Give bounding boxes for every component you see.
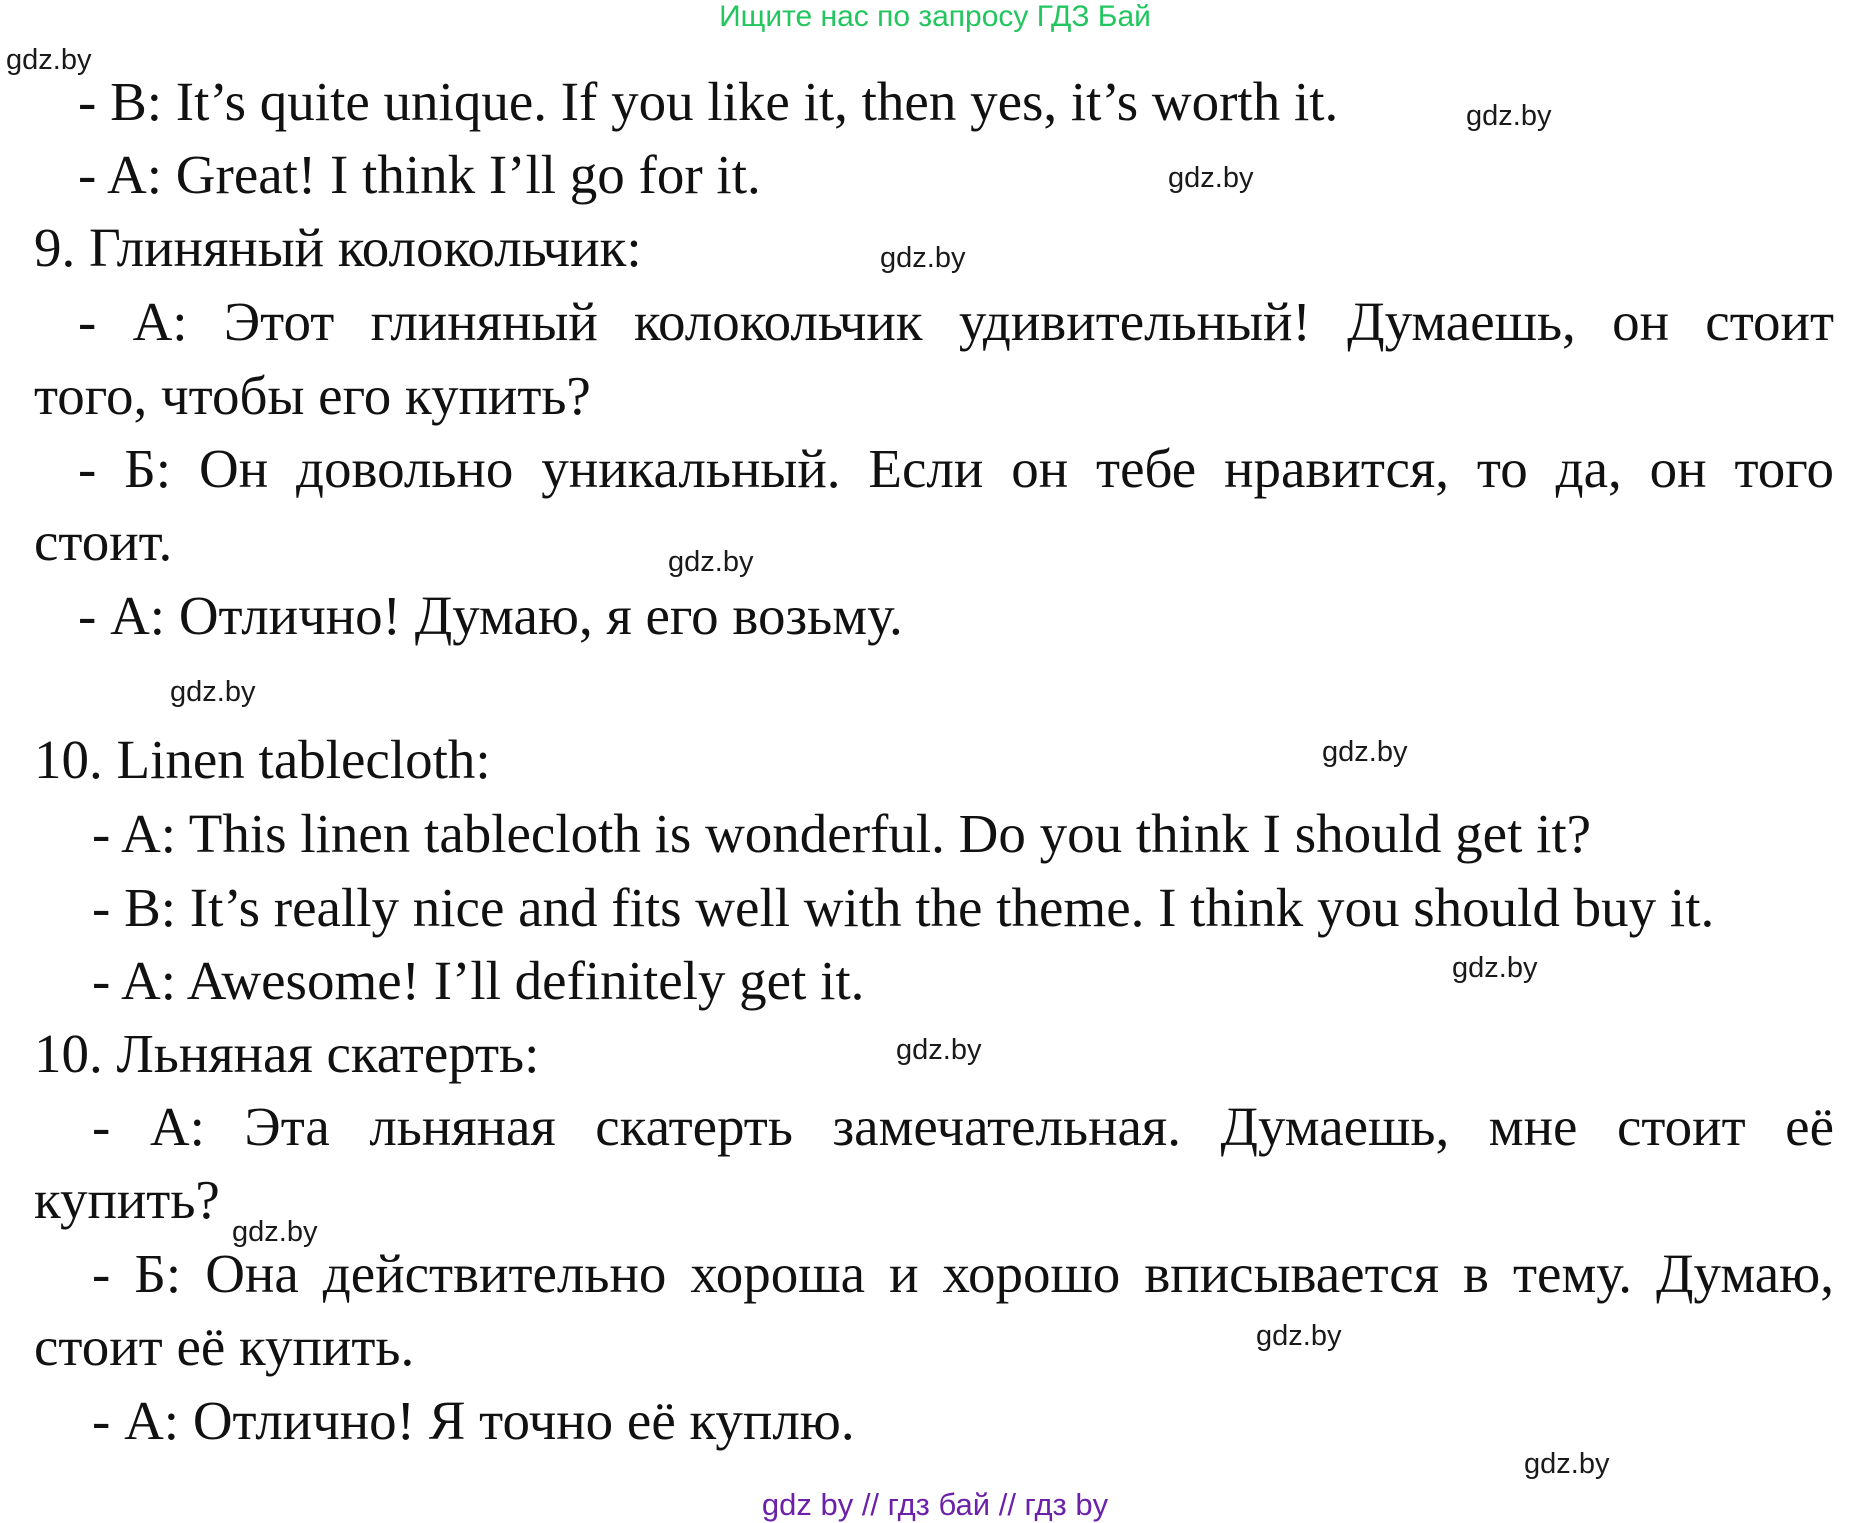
watermark: gdz.by [1452,952,1538,984]
watermark: gdz.by [1466,100,1552,132]
section-heading: 9. Глиняный колокольчик: [34,217,642,278]
watermark: gdz.by [1322,736,1408,768]
watermark: gdz.by [170,676,256,708]
text-line: - Б: Он довольно уникальный. Если он тебе нравится, то да, он того [78,438,1834,499]
text-line: - A: This linen tablecloth is wonderful. Do you think I should get it? [92,803,1592,864]
search-banner: Ищите нас по запросу ГДЗ Бай [719,0,1151,33]
text-line: того, чтобы его купить? [34,365,591,426]
text-line: - А: Отлично! Я точно её куплю. [92,1390,855,1451]
section-heading: 10. Linen tablecloth: [34,729,491,790]
text-line: - A: Great! I think I’ll go for it. [78,144,761,205]
watermark: gdz.by [1168,162,1254,194]
text-line: - A: Awesome! I’ll definitely get it. [92,950,865,1011]
footer-links: gdz by // гдз бай // гдз by [761,1487,1109,1522]
watermark: gdz.by [6,44,92,76]
text-line: стоит её купить. [34,1316,415,1377]
text-line: - А: Этот глиняный колокольчик удивительный! Думаешь, он стоит [78,291,1834,352]
text-line: - B: It’s quite unique. If you like it, then yes, it’s worth it. [78,71,1339,132]
watermark: gdz.by [1256,1320,1342,1352]
watermark: gdz.by [880,242,966,274]
watermark: gdz.by [1524,1448,1610,1480]
section-heading: 10. Льняная скатерть: [34,1023,540,1084]
text-line: - А: Отлично! Думаю, я его возьму. [78,585,903,646]
text-line: стоит. [34,511,173,572]
watermark: gdz.by [232,1216,318,1248]
watermark: gdz.by [896,1034,982,1066]
text-line: - Б: Она действительно хороша и хорошо вписывается в тему. Думаю, [92,1243,1834,1304]
text-line: - А: Эта льняная скатерть замечательная. Думаешь, мне стоит её [92,1096,1834,1157]
text-line: - B: It’s really nice and fits well with the theme. I think you should buy it. [92,877,1715,938]
text-line: купить? [34,1169,220,1230]
watermark: gdz.by [668,546,754,578]
